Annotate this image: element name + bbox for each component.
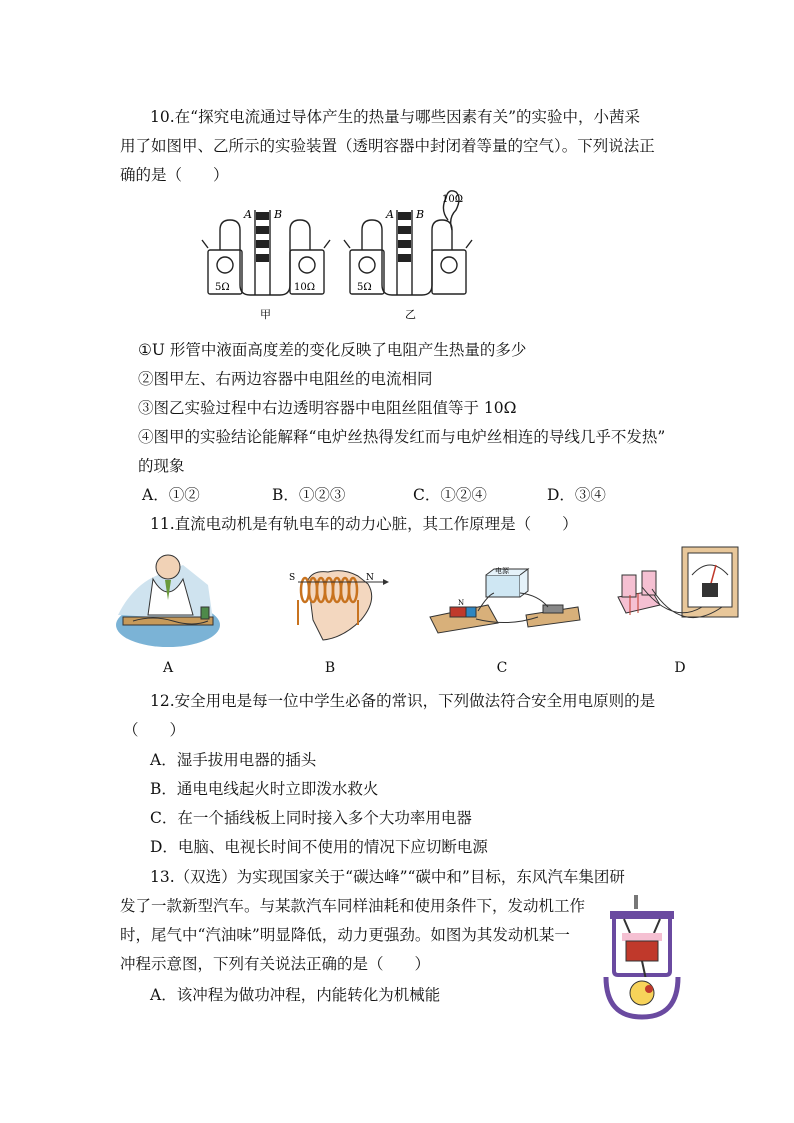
solenoid-right-hand-figure [283,560,393,645]
q10-option-a: A．①② [142,486,200,504]
solenoid-label-s: S [289,573,296,583]
q11-caption-d: D [674,660,686,676]
fig-label-a-2: A [386,208,394,221]
q10-line-3: 确的是（ ） [120,166,229,184]
solenoid-label-n: N [366,573,374,583]
fig-caption-yi: 乙 [405,308,416,321]
power-label: 电源 [495,567,509,575]
q10-statement-2: ②图甲左、右两边容器中电阻丝的电流相同 [138,370,433,388]
q12-option-a: A．湿手拔用电器的插头 [150,751,317,769]
fig-label-b: B [274,208,283,221]
fig-label-b-2: B [416,208,425,221]
q13-line-3: 时，尾气中“汽油味”明显降低，动力更强劲。如图为其发动机某一 [120,926,570,944]
fig-label-10ohm-2: 10Ω [442,194,464,205]
q11-caption-a: A [162,660,174,676]
fig-label-a: A [244,208,252,221]
q10-statement-3: ③图乙实验过程中右边透明容器中电阻丝阻值等于 10Ω [138,399,517,417]
q10-option-c: C．①②④ [413,486,487,504]
motor-circuit-figure [428,565,583,635]
q10-option-b: B．①②③ [272,486,346,504]
q11-caption-c: C [496,660,508,676]
generator-galvanometer-figure [612,545,740,645]
engine-stroke-figure [602,893,682,1021]
q13-line-2: 发了一款新型汽车。与某款汽车同样油耗和使用条件下，发动机工作 [120,897,586,915]
joule-heating-apparatus-figure [200,190,490,325]
fig-label-5ohm-2: 5Ω [357,282,372,293]
q12-option-c: C．在一个插线板上同时接入多个大功率用电器 [150,809,472,827]
q11-caption-b: B [324,660,336,676]
q10-statement-1: ①U 形管中液面高度差的变化反映了电阻产生热量的多少 [138,341,527,359]
fig-caption-jia: 甲 [260,308,271,321]
q10-option-d: D．③④ [547,486,606,504]
fig-label-5ohm: 5Ω [215,282,230,293]
q12-option-b: B．通电电线起火时立即泼水救火 [150,780,379,798]
q12-option-d: D．电脑、电视长时间不使用的情况下应切断电源 [150,838,488,856]
q11-stem: 11.直流电动机是有轨电车的动力心脏，其工作原理是（ ） [150,515,578,533]
oersted-experiment-figure [113,545,223,655]
q13-line-1: 13.（双选）为实现国家关于“碳达峰”“碳中和”目标，东风汽车集团研 [150,868,625,886]
q13-line-4: 冲程示意图，下列有关说法正确的是（ ） [120,955,431,973]
magnet-label-n: N [458,599,465,607]
q10-statement-4-cont: 的现象 [138,457,185,475]
q10-line-2: 用了如图甲、乙所示的实验装置（透明容器中封闭着等量的空气）。下列说法正 [120,137,655,155]
fig-label-10ohm: 10Ω [294,282,316,293]
q13-option-a: A．该冲程为做功冲程，内能转化为机械能 [150,986,441,1004]
q12-line-1: 12.安全用电是每一位中学生必备的常识，下列做法符合安全用电原则的是 [150,692,656,710]
q12-line-2: （ ） [123,721,186,739]
q10-line-1: 10.在“探究电流通过导体产生的热量与哪些因素有关”的实验中，小茜采 [150,108,641,126]
q10-statement-4: ④图甲的实验结论能解释“电炉丝热得发红而与电炉丝相连的导线几乎不发热” [138,428,666,446]
